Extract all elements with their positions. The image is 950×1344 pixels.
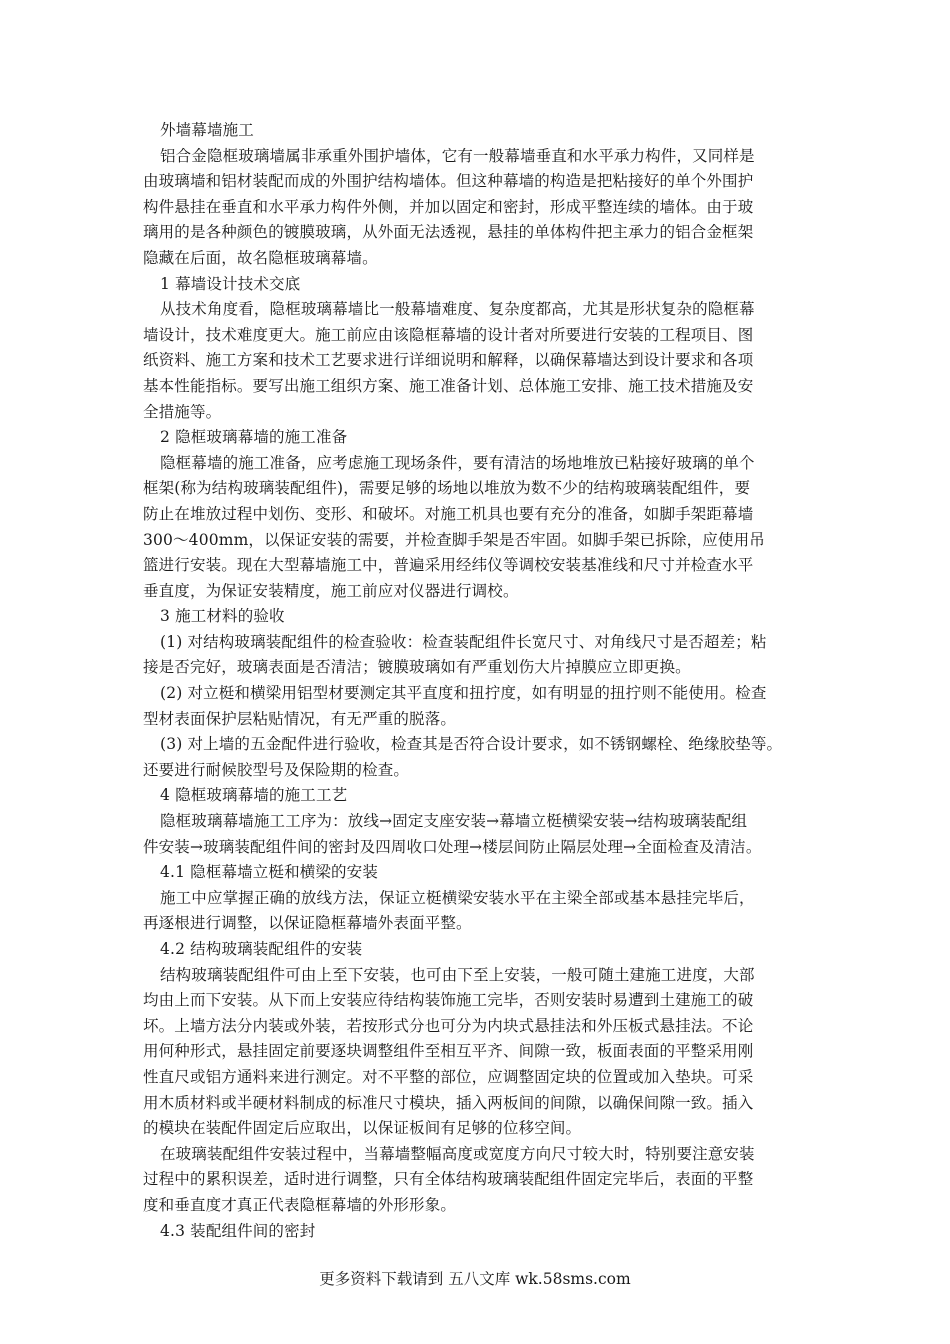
text-line: 过程中的累积误差，适时进行调整，只有全体结构玻璃装配组件固定完毕后，表面的平整 — [143, 1170, 754, 1189]
text-line: 由玻璃墙和铝材装配而成的外围护结构墙体。但这种幕墙的构造是把粘接好的单个外围护 — [143, 172, 754, 191]
text-line: 施工中应掌握正确的放线方法，保证立梃横梁安装水平在主梁全部或基本悬挂完毕后， — [160, 888, 755, 907]
text-line: 300～400mm，以保证安装的需要，并检查脚手架是否牢固。如脚手架已拆除，应使用吊 — [143, 530, 765, 549]
document-title: 外墙幕墙施工 — [160, 121, 254, 139]
text-line: 件安装→玻璃装配组件间的密封及四周收口处理→楼层间防止隔层处理→全面检查及清洁。 — [143, 837, 762, 856]
text-line: 1 幕墙设计技术交底 — [160, 274, 301, 293]
text-line: 均由上而下安装。从下而上安装应待结构装饰施工完毕，否则安装时易遭到土建施工的破 — [143, 991, 754, 1010]
text-line: 全措施等。 — [143, 402, 222, 421]
document-body — [143, 118, 811, 1244]
text-line: 璃用的是各种颜色的镀膜玻璃，从外面无法透视，悬挂的单体构件把主承力的铝合金框架 — [143, 223, 754, 242]
text-line: 用何种形式，悬挂固定前要逐块调整组件至相互平齐、间隙一致，板面表面的平整采用刚 — [143, 1042, 754, 1061]
text-line: 隐框幕墙的施工准备，应考虑施工现场条件，要有清洁的场地堆放已粘接好玻璃的单个 — [160, 453, 755, 472]
text-line: 从技术角度看，隐框玻璃幕墙比一般幕墙难度、复杂度都高，尤其是形状复杂的隐框幕 — [160, 300, 755, 319]
text-line: 4.1 隐框幕墙立梃和横梁的安装 — [160, 863, 378, 882]
text-line: 隐框玻璃幕墙施工工序为：放线→固定支座安装→幕墙立梃横梁安装→结构玻璃装配组 — [160, 812, 748, 831]
text-line: 构件悬挂在垂直和水平承力构件外侧，并加以固定和密封，形成平整连续的墙体。由于玻 — [143, 197, 754, 216]
text-line: (3) 对上墙的五金配件进行验收，检查其是否符合设计要求，如不锈钢螺栓、绝缘胶垫等。 — [160, 735, 783, 754]
text-line: 性直尺或铝方通料来进行测定。对不平整的部位，应调整固定块的位置或加入垫块。可采 — [143, 1067, 754, 1086]
text-line: 度和垂直度才真正代表隐框幕墙的外形形象。 — [143, 1195, 457, 1214]
text-line: 型材表面保护层粘贴情况，有无严重的脱落。 — [143, 709, 457, 728]
text-line: 3 施工材料的验收 — [160, 607, 285, 626]
text-line: 篮进行安装。现在大型幕墙施工中，普遍采用经纬仪等调校安装基准线和尺寸并检查水平 — [143, 556, 754, 575]
text-line: 4.2 结构玻璃装配组件的安装 — [160, 940, 363, 958]
text-line: 坏。上墙方法分内装或外装，若按形式分也可分为内块式悬挂法和外压板式悬挂法。不论 — [143, 1016, 754, 1035]
text-line: (2) 对立梃和横梁用铝型材要测定其平直度和扭拧度，如有明显的扭拧则不能使用。检查 — [160, 684, 767, 703]
text-line: 基本性能指标。要写出施工组织方案、施工准备计划、总体施工安排、施工技术措施及安 — [143, 376, 754, 395]
text-line: 铝合金隐框玻璃墙属非承重外围护墙体，它有一般幕墙垂直和水平承力构件，又同样是 — [160, 146, 755, 165]
text-line: (1) 对结构玻璃装配组件的检查验收：检查装配组件长宽尺寸、对角线尺寸是否超差；粘 — [160, 632, 767, 651]
text-line: 接是否完好，玻璃表面是否清洁；镀膜玻璃如有严重划伤大片掉膜应立即更换。 — [143, 658, 691, 677]
text-line: 4 隐框玻璃幕墙的施工工艺 — [160, 786, 348, 805]
text-line: 纸资料、施工方案和技术工艺要求进行详细说明和解释，以确保幕墙达到设计要求和各项 — [143, 351, 754, 370]
text-line: 再逐根进行调整，以保证隐框幕墙外表面平整。 — [143, 914, 472, 933]
text-line: 2 隐框玻璃幕墙的施工准备 — [160, 428, 348, 447]
footer-download-note: 更多资料下载请到 五八文库 wk.58sms.com — [319, 1270, 631, 1288]
text-line: 用木质材料或半硬材料制成的标准尺寸模块，插入两板间的间隙，以确保间隙一致。插入 — [143, 1093, 754, 1112]
text-line: 4.3 装配组件间的密封 — [160, 1221, 316, 1240]
text-line: 隐藏在后面，故名隐框玻璃幕墙。 — [143, 248, 378, 267]
text-line: 的模块在装配件固定后应取出，以保证板间有足够的位移空间。 — [143, 1119, 582, 1138]
text-line: 在玻璃装配组件安装过程中，当幕墙整幅高度或宽度方向尺寸较大时，特别要注意安装 — [160, 1144, 755, 1163]
text-line: 框架(称为结构玻璃装配组件)，需要足够的场地以堆放为数不少的结构玻璃装配组件，要 — [143, 479, 751, 498]
text-line: 还要进行耐候胶型号及保险期的检查。 — [143, 760, 410, 779]
document-paragraphs — [143, 144, 811, 1245]
text-line: 墙设计，技术难度更大。施工前应由该隐框幕墙的设计者对所要进行安装的工程项目、图 — [143, 325, 754, 344]
text-line: 垂直度，为保证安装精度，施工前应对仪器进行调校。 — [143, 581, 519, 600]
text-line: 结构玻璃装配组件可由上至下安装，也可由下至上安装，一般可随土建施工进度，大部 — [160, 965, 755, 984]
text-line: 防止在堆放过程中划伤、变形、和破坏。对施工机具也要有充分的准备，如脚手架距幕墙 — [143, 504, 754, 523]
